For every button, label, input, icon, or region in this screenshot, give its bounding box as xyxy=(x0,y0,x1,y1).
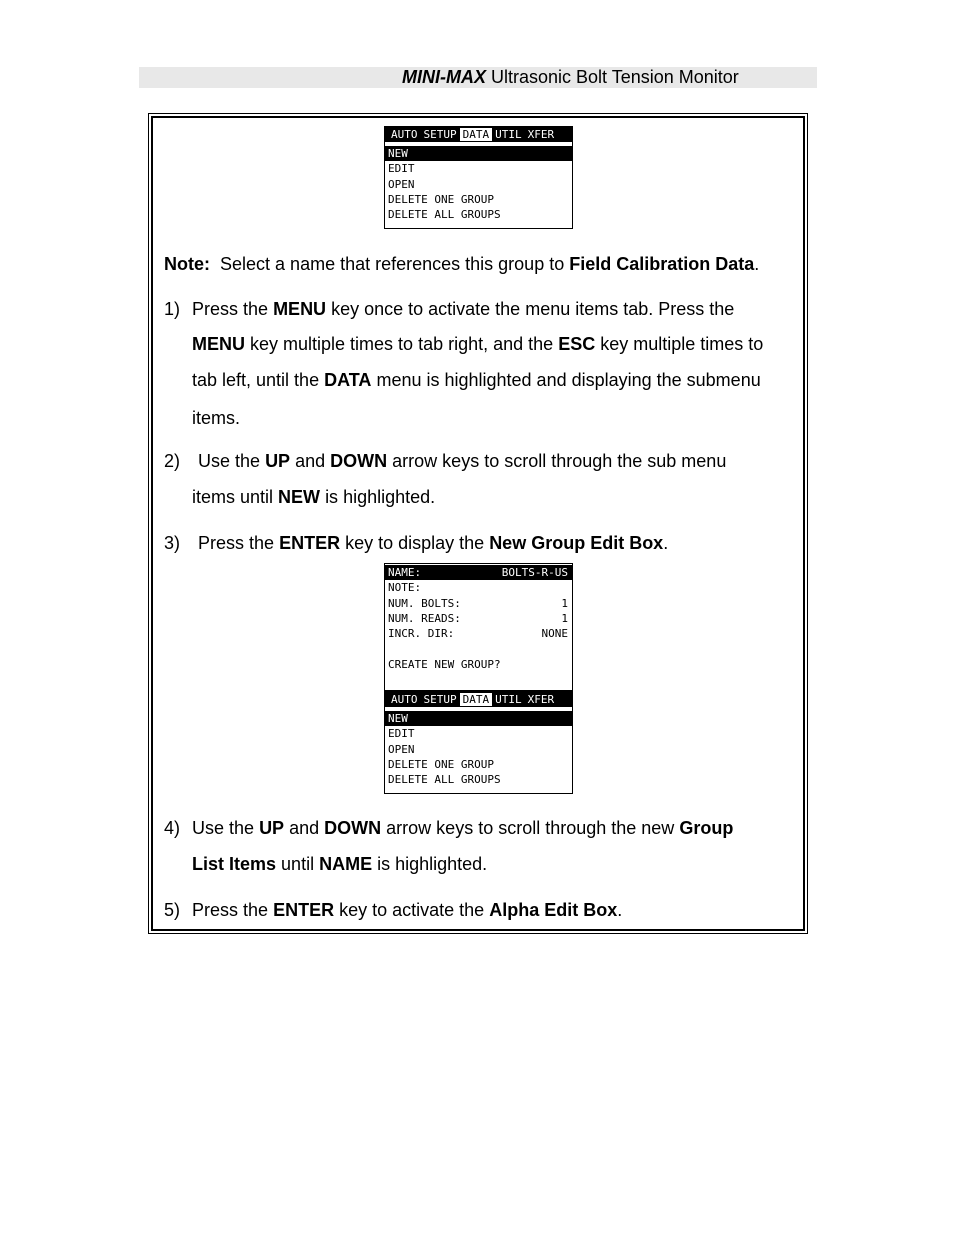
step-3-line-1 xyxy=(198,532,668,554)
name-label: NAME xyxy=(319,854,373,874)
menu-item-new: NEW xyxy=(385,146,572,161)
menu-item-delete-one-group: DELETE ONE GROUP xyxy=(388,192,494,206)
label: INCR. DIR: xyxy=(388,627,455,641)
text: key to activate the xyxy=(339,900,485,920)
step-5-number: 5) xyxy=(164,900,181,920)
value: 1 xyxy=(561,596,568,610)
tab-util: UTIL xyxy=(495,128,522,141)
group-row-spacer xyxy=(385,641,572,656)
new-group-edit-box-label: New Group Edit Box xyxy=(489,533,664,553)
brand-name: MINI-MAX xyxy=(402,67,486,87)
key-data: DATA xyxy=(324,370,372,390)
content-frame-inner xyxy=(151,116,805,931)
tab-auto: AUTO xyxy=(391,128,418,141)
step-1-line-2 xyxy=(192,333,763,355)
group-row-incr-dir xyxy=(385,626,572,641)
menu-item-open: OPEN xyxy=(388,742,415,756)
lcd-menu-screen-1 xyxy=(384,126,573,229)
tab-auto: AUTO xyxy=(391,693,418,706)
text: key multiple times to xyxy=(600,334,764,354)
step-2-number: 2) xyxy=(164,451,181,471)
label: NOTE: xyxy=(388,581,422,595)
alpha-edit-box-label: Alpha Edit Box xyxy=(489,900,618,920)
text: Press the xyxy=(192,299,269,319)
group-row-name xyxy=(385,565,572,580)
step-5-line-1 xyxy=(192,899,622,921)
menu-item-delete-one-group: DELETE ONE GROUP xyxy=(388,757,494,771)
menu-item-delete-all-groups: DELETE ALL GROUPS xyxy=(388,773,501,787)
tab-data: DATA xyxy=(460,128,493,141)
step-1-line-3 xyxy=(192,369,761,391)
lcd-menu-screen-2 xyxy=(384,691,573,794)
text: Press the xyxy=(198,533,275,553)
text: arrow keys to scroll through the sub menu xyxy=(392,451,727,471)
tab-util: UTIL xyxy=(495,693,522,706)
group-row-num-bolts xyxy=(385,596,572,611)
text: is highlighted. xyxy=(325,487,436,507)
text: Press the xyxy=(192,900,269,920)
text: until xyxy=(281,854,315,874)
step-4-line-2 xyxy=(192,853,487,875)
group-row-note xyxy=(385,580,572,595)
menu-item-edit: EDIT xyxy=(388,727,415,741)
text: key multiple times to tab right, and the xyxy=(250,334,554,354)
step-4-number: 4) xyxy=(164,818,181,838)
menu-item-edit: EDIT xyxy=(388,162,415,176)
group-row-num-reads xyxy=(385,611,572,626)
tab-data: DATA xyxy=(460,693,493,706)
label: NAME: xyxy=(388,566,422,579)
tab-setup: SETUP xyxy=(423,128,457,141)
text: arrow keys to scroll through the new xyxy=(386,818,675,838)
key-enter: ENTER xyxy=(273,900,335,920)
label: NUM. READS: xyxy=(388,611,461,625)
step-1-number: 1) xyxy=(164,299,181,319)
key-down: DOWN xyxy=(324,818,382,838)
key-new: NEW xyxy=(278,487,321,507)
menu-tabs xyxy=(385,127,572,142)
text: and xyxy=(295,451,326,471)
list-items-label: List Items xyxy=(192,854,277,874)
text: key once to activate the menu items tab. Press the xyxy=(331,299,735,319)
page-header xyxy=(402,67,739,88)
key-up: UP xyxy=(265,451,291,471)
text: Use the xyxy=(192,818,255,838)
note-text: Select a name that references this group to xyxy=(220,254,565,274)
key-menu: MENU xyxy=(192,334,245,354)
key-down: DOWN xyxy=(330,451,388,471)
value: 1 xyxy=(561,611,568,625)
text: . xyxy=(663,533,669,553)
text: is highlighted. xyxy=(377,854,488,874)
key-enter: ENTER xyxy=(279,533,341,553)
step-1-line-4: items. xyxy=(192,408,241,428)
step-2-line-1 xyxy=(198,450,726,472)
key-menu: MENU xyxy=(273,299,327,319)
step-2-line-2 xyxy=(192,486,435,508)
label: NUM. BOLTS: xyxy=(388,596,461,610)
value: BOLTS-R-US xyxy=(501,566,568,579)
menu-item-delete-all-groups: DELETE ALL GROUPS xyxy=(388,208,501,222)
tab-setup: SETUP xyxy=(423,693,457,706)
group-label: Group xyxy=(679,818,734,838)
group-row-create xyxy=(385,657,572,672)
text: . xyxy=(617,900,623,920)
header-title: Ultrasonic Bolt Tension Monitor xyxy=(491,67,739,87)
note-end: . xyxy=(754,254,760,274)
label: CREATE NEW GROUP? xyxy=(388,657,501,671)
menu-tabs xyxy=(385,692,572,707)
step-1-line-1 xyxy=(192,298,734,320)
tab-xfer: XFER xyxy=(527,693,555,706)
note-bold: Field Calibration Data xyxy=(569,254,755,274)
text: Use the xyxy=(198,451,261,471)
value: NONE xyxy=(541,627,568,641)
tab-xfer: XFER xyxy=(527,128,555,141)
key-esc: ESC xyxy=(558,334,596,354)
lcd-new-group-screen xyxy=(384,563,573,691)
step-4-line-1 xyxy=(192,817,733,839)
text: items until xyxy=(192,487,274,507)
step-3-number: 3) xyxy=(164,533,181,553)
text: key to display the xyxy=(345,533,485,553)
menu-item-new: NEW xyxy=(385,711,572,726)
text: menu is highlighted and displaying the submenu xyxy=(376,370,761,390)
menu-item-open: OPEN xyxy=(388,177,415,191)
text: tab left, until the xyxy=(192,370,320,390)
note-label: Note: xyxy=(164,254,210,274)
note-paragraph xyxy=(164,253,759,275)
key-up: UP xyxy=(259,818,285,838)
text: and xyxy=(289,818,320,838)
